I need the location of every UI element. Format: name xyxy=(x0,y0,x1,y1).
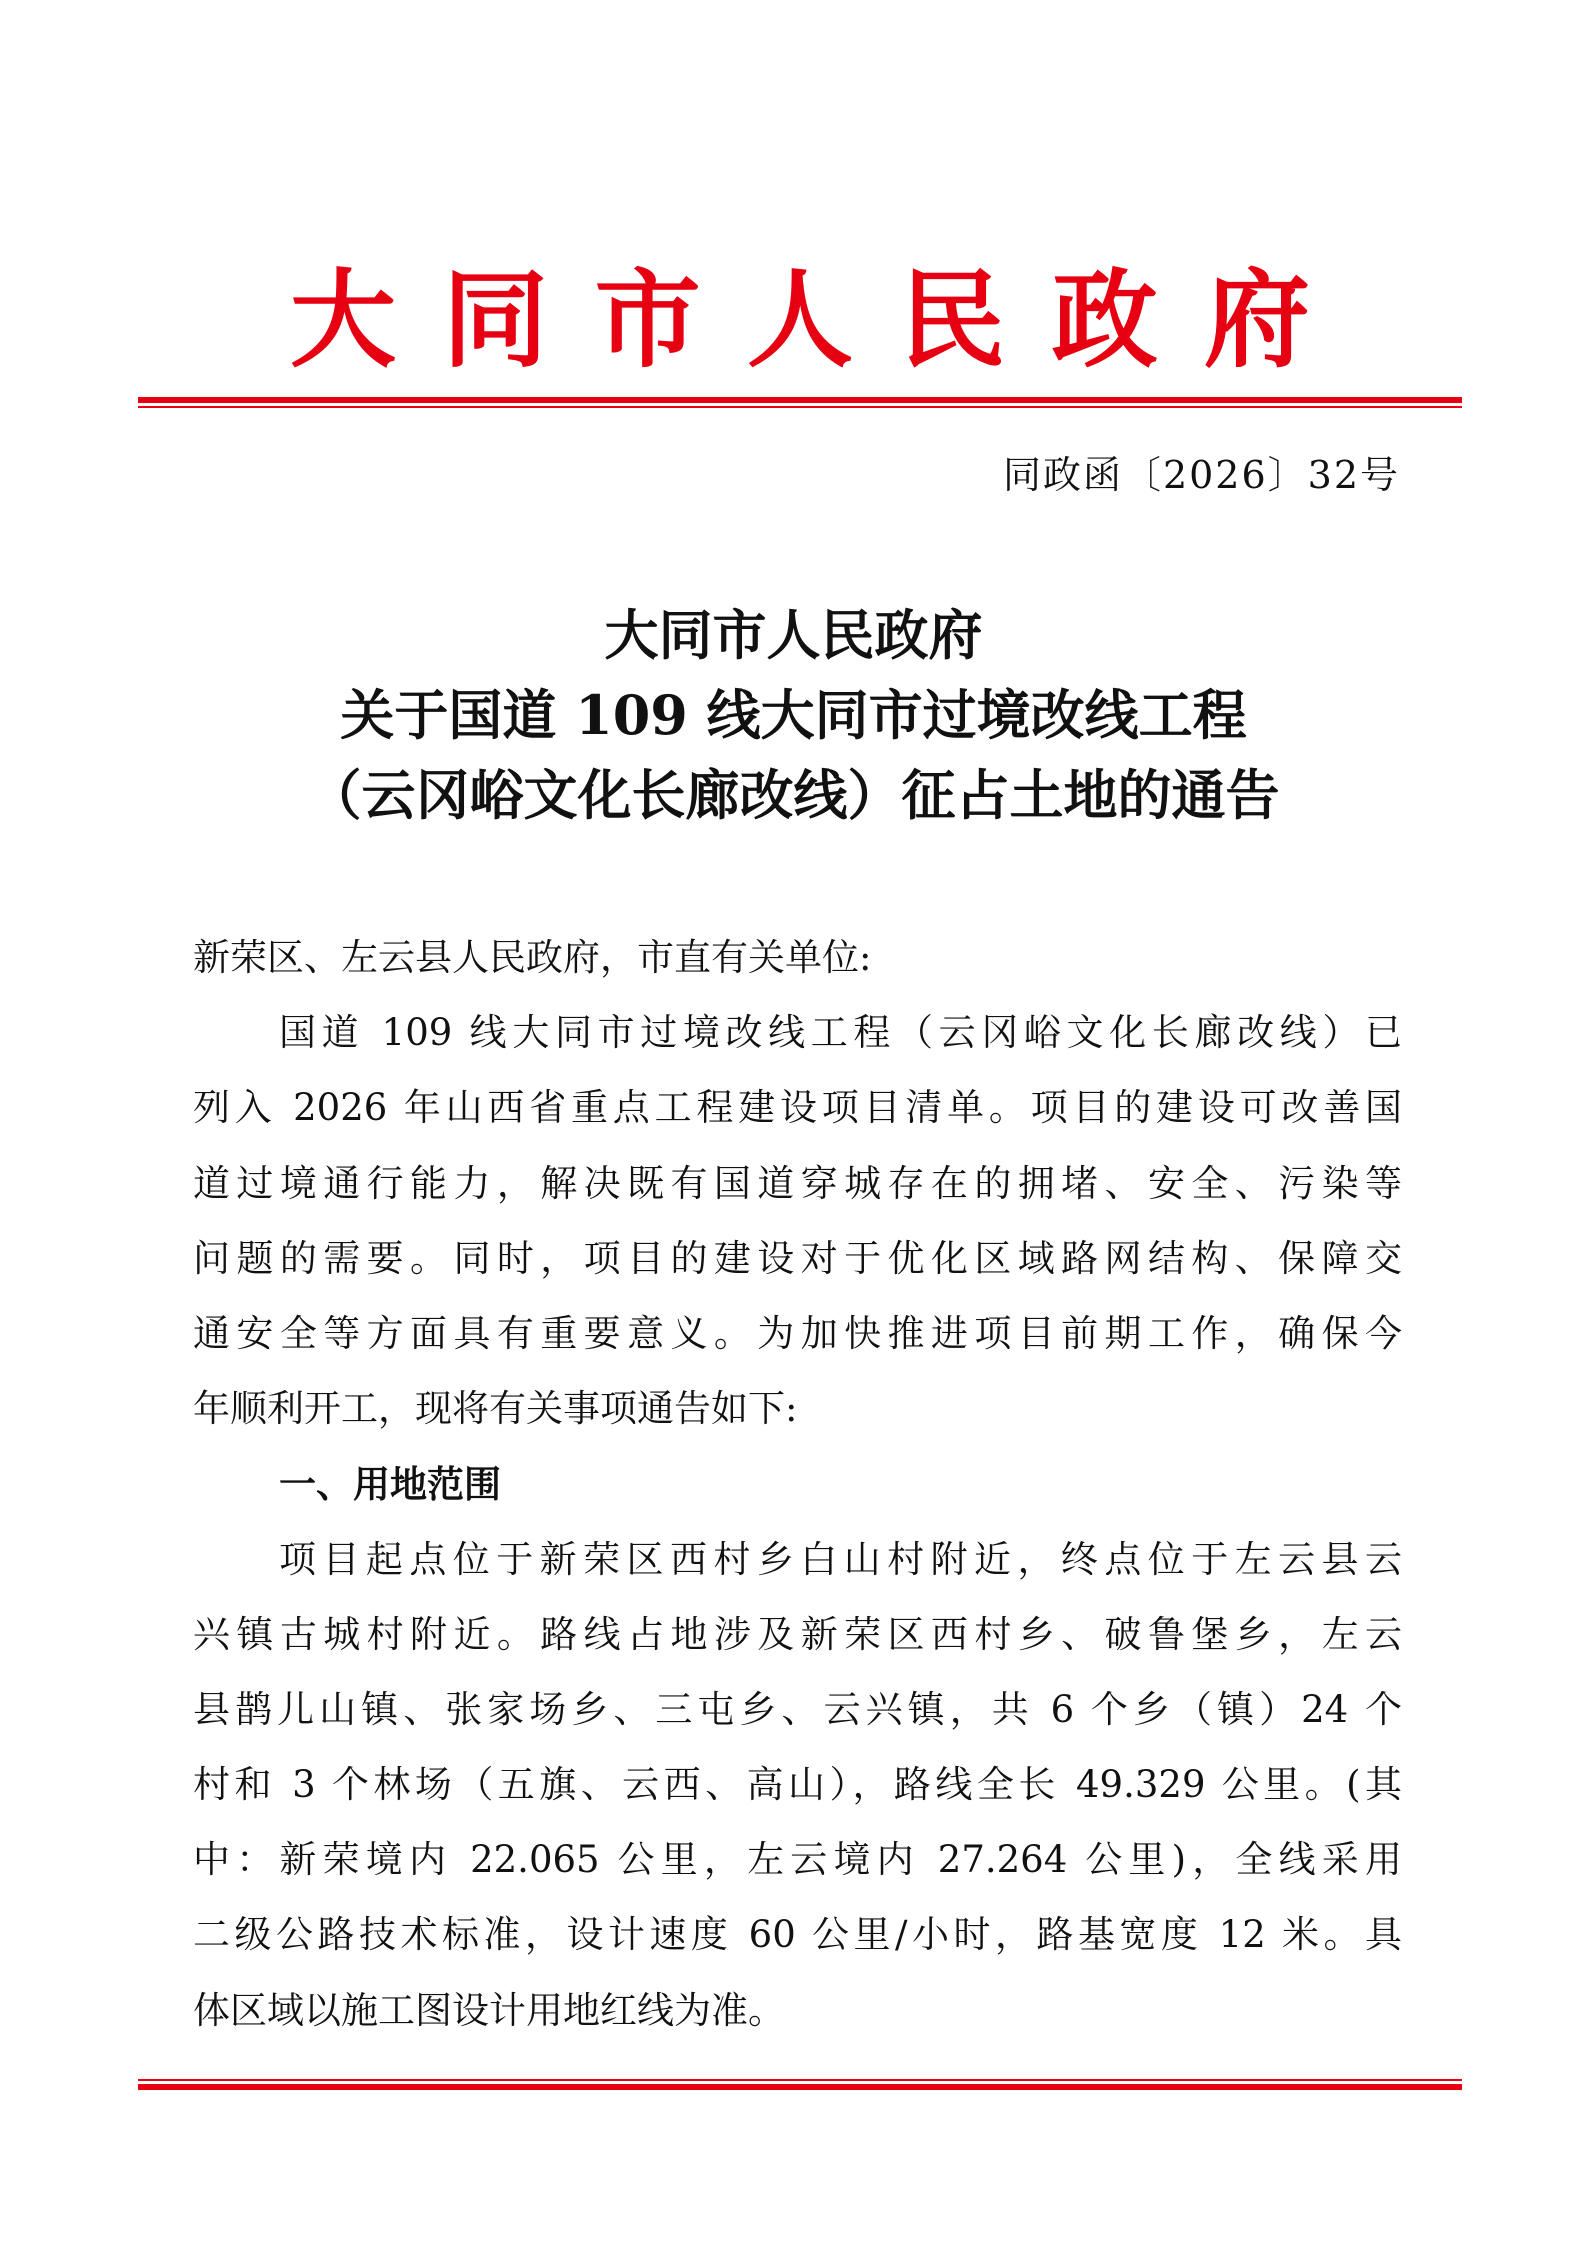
masthead-char: 人 xyxy=(746,257,853,382)
title-line: 大同市人民政府 xyxy=(604,603,983,667)
paragraph-line: 道过境通行能力，解决既有国道穿城存在的拥堵、安全、污染等 xyxy=(193,1161,1402,1205)
masthead-char: 市 xyxy=(594,257,701,382)
masthead-char: 府 xyxy=(1203,257,1310,382)
paragraph-line: 村和 3 个林场（五旗、云西、高山），路线全长 49.329 公里。(其 xyxy=(193,1763,1402,1807)
paragraph-line: 年顺利开工，现将有关事项通告如下: xyxy=(193,1387,798,1431)
paragraph-line: 通安全等方面具有重要意义。为加快推进项目前期工作，确保今 xyxy=(193,1311,1402,1355)
bottom-red-rule xyxy=(138,2079,1462,2090)
document-number: 同政函〔2026〕32号 xyxy=(1002,453,1400,497)
masthead-char: 同 xyxy=(442,257,549,382)
paragraph-line: 项目起点位于新荣区西村乡白山村附近，终点位于左云县云 xyxy=(279,1537,1402,1581)
paragraph-line: 体区域以施工图设计用地红线为准。 xyxy=(193,1988,785,2032)
paragraph-line: 中：新荣境内 22.065 公里，左云境内 27.264 公里)，全线采用 xyxy=(193,1838,1402,1882)
paragraph-line: 列入 2026 年山西省重点工程建设项目清单。项目的建设可改善国 xyxy=(193,1086,1402,1130)
paragraph-line: 国道 109 线大同市过境改线工程（云冈峪文化长廊改线）已 xyxy=(279,1011,1402,1055)
section-heading: 一、用地范围 xyxy=(279,1462,501,1507)
paragraph-line: 兴镇古城村附近。路线占地涉及新荣区西村乡、破鲁堡乡，左云 xyxy=(193,1612,1402,1656)
masthead-issuer xyxy=(290,255,1310,385)
paragraph-line: 县鹊儿山镇、张家场乡、三屯乡、云兴镇，共 6 个乡（镇）24 个 xyxy=(193,1687,1402,1731)
title-line: （云冈峪文化长廊改线）征占土地的通告 xyxy=(307,763,1280,827)
masthead-char: 民 xyxy=(899,257,1006,382)
document-body xyxy=(193,930,1402,2058)
masthead-char: 政 xyxy=(1051,257,1158,382)
masthead-char: 大 xyxy=(290,257,396,382)
title-line: 关于国道 109 线大同市过境改线工程 xyxy=(340,683,1247,747)
paragraph-line: 问题的需要。同时，项目的建设对于优化区域路网结构、保障交 xyxy=(193,1236,1402,1280)
document-title xyxy=(0,595,1587,835)
salutation: 新荣区、左云县人民政府，市直有关单位: xyxy=(193,936,872,979)
top-red-rule xyxy=(138,397,1462,408)
paragraph-line: 二级公路技术标准，设计速度 60 公里/小时，路基宽度 12 米。具 xyxy=(193,1913,1402,1957)
